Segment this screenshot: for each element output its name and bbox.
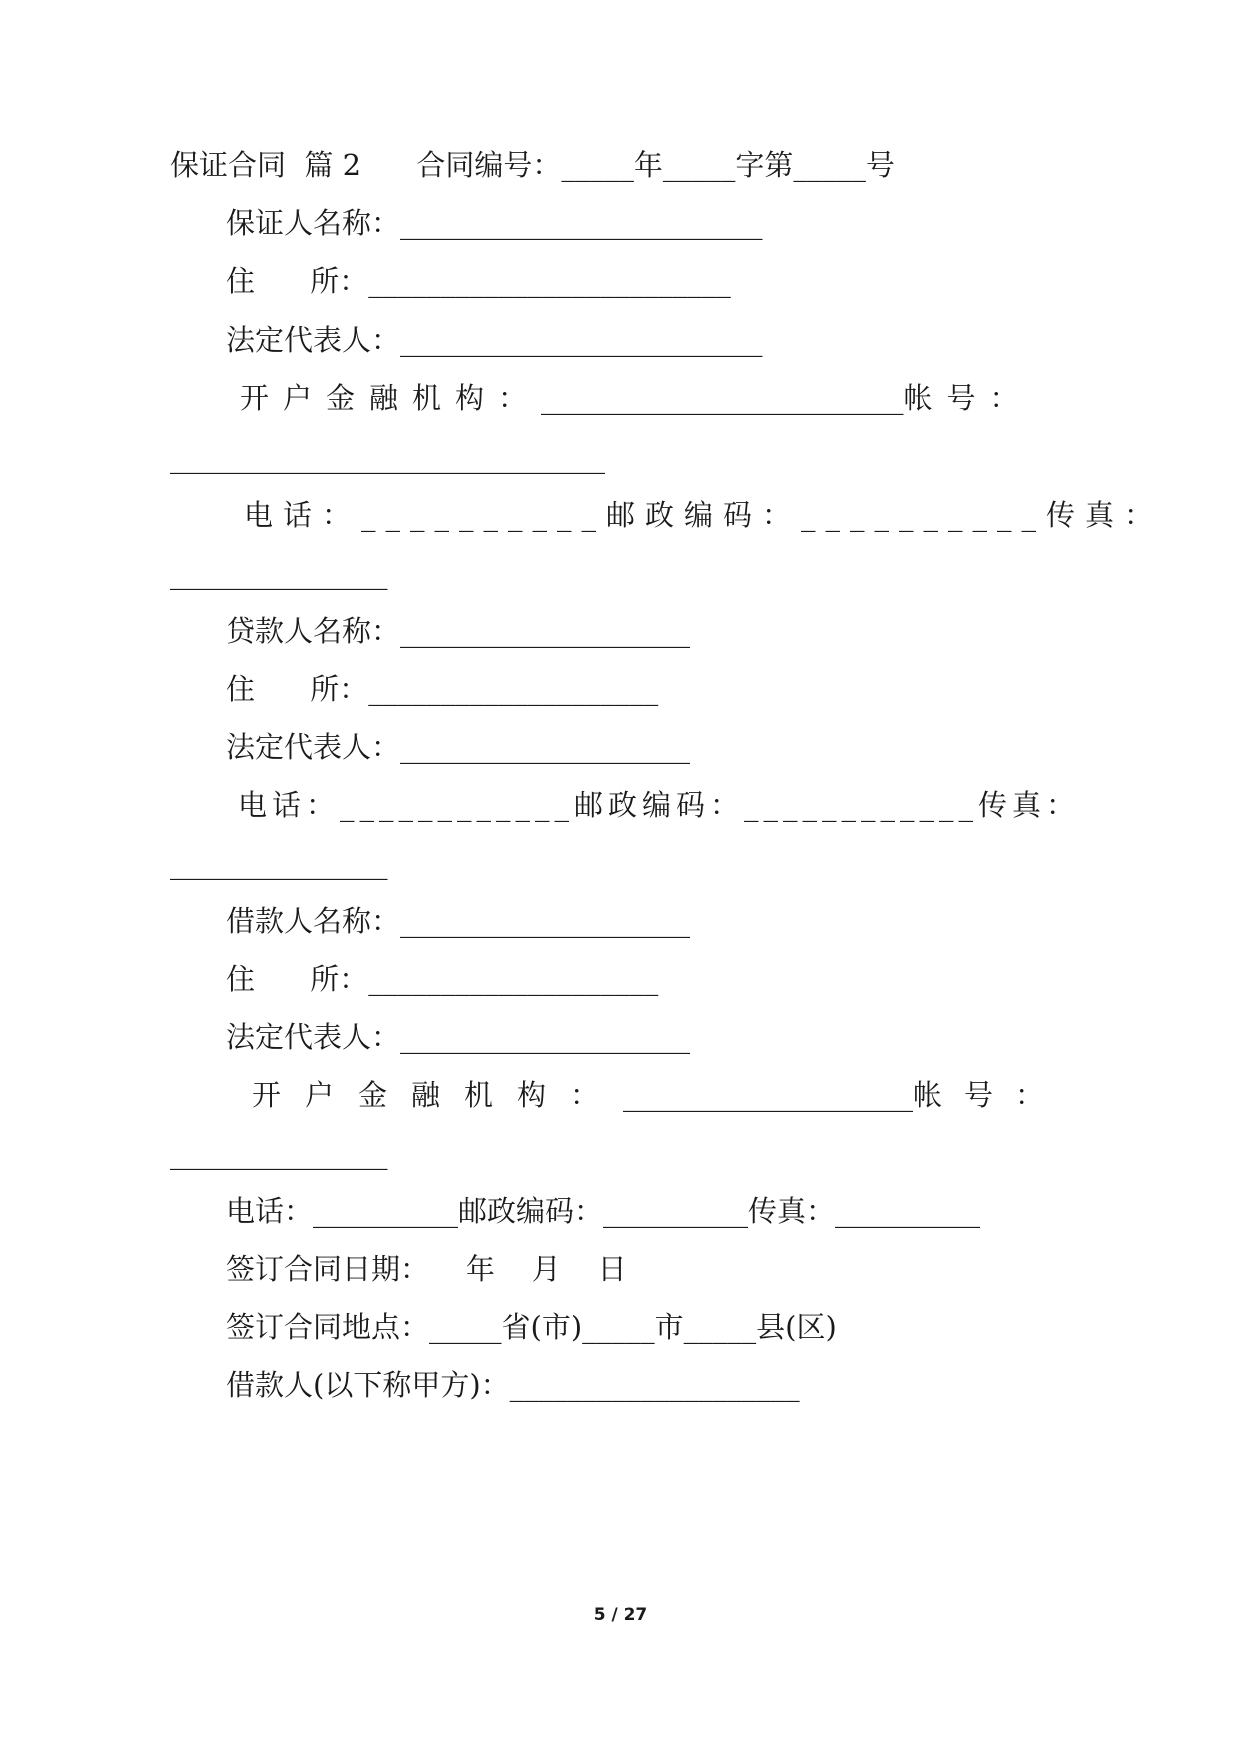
borrower-contact-line: 电话：__________邮政编码：__________传真：__________ [226, 1194, 981, 1228]
guarantor-name-line: 保证人名称：_________________________ [226, 206, 763, 240]
lender-address-line: 住 所：____________________ [226, 672, 659, 706]
lender-name-line: 贷款人名称：____________________ [226, 614, 691, 648]
guarantor-account-blank: ______________________________ [170, 440, 605, 474]
contract-header: 保证合同 篇 2 合同编号：_____年_____字第_____号 [170, 148, 895, 182]
guarantor-contact-line: 电话：__________邮政编码：__________传真： [244, 498, 1164, 532]
signing-date-line: 签订合同日期： 年 月 日 [226, 1252, 627, 1286]
borrower-name-line: 借款人名称：____________________ [226, 904, 691, 938]
bank-label: 开户金融机构： [240, 381, 542, 415]
lender-fax-blank: _______________ [170, 846, 388, 880]
borrower-address-line: 住 所：____________________ [226, 962, 659, 996]
guarantor-fax-blank: _______________ [170, 556, 388, 590]
guarantor-address-line: 住 所：_________________________ [226, 264, 731, 298]
bank-blank: ____________________ [623, 1078, 914, 1112]
bank-blank: _________________________ [541, 381, 904, 415]
party-a-line: 借款人(以下称甲方)：____________________ [226, 1368, 800, 1402]
lender-contact-line: 电话：____________邮政编码：____________传真： [238, 788, 1081, 822]
account-label: 帐号： [913, 1078, 1067, 1112]
guarantor-bank-line [240, 378, 1033, 418]
page-number: 5 / 27 [593, 1605, 648, 1625]
lender-representative-line: 法定代表人：____________________ [226, 730, 691, 764]
signing-place-line: 签订合同地点：_____省(市)_____市_____县(区) [226, 1310, 837, 1344]
borrower-bank-line [252, 1075, 1067, 1115]
account-label: 帐号： [903, 381, 1033, 415]
guarantor-representative-line: 法定代表人：_________________________ [226, 323, 763, 357]
borrower-account-blank: _______________ [170, 1136, 388, 1170]
borrower-representative-line: 法定代表人：____________________ [226, 1020, 691, 1054]
bank-label: 开户金融机构： [252, 1078, 624, 1112]
